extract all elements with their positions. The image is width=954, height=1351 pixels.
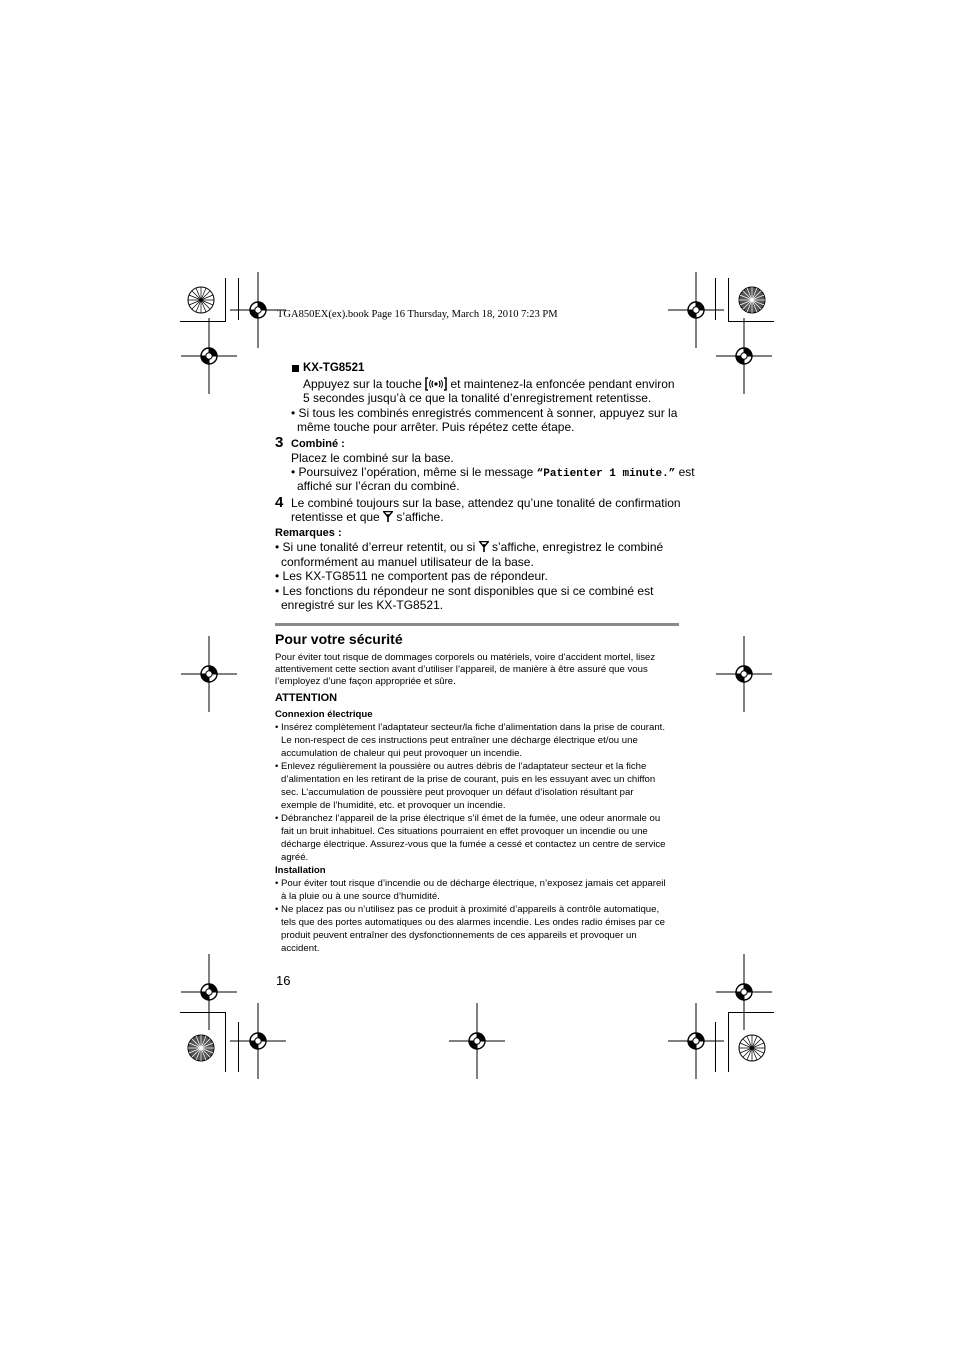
- step4-line2: retentisse et que s’affiche.: [291, 510, 444, 524]
- subsection-title-electric: Connexion électrique: [275, 709, 373, 720]
- step-number: 3: [275, 434, 284, 451]
- square-bullet-icon: [292, 365, 299, 372]
- list-line: accumulation de chaleur qui peut provoquer un incendie.: [281, 748, 523, 759]
- section-title: Pour votre sécurité: [275, 631, 403, 647]
- step3-bullet-line1: • Poursuivez l’opération, même si le message “Patienter 1 minute.” est: [291, 465, 695, 480]
- attention-heading: ATTENTION: [275, 692, 338, 704]
- kx-line1: Appuyez sur la touche et maintenez-la enfoncée pendant environ: [303, 377, 675, 395]
- list-line: décharge électrique. Assurez-vous que la fumée a cessé et contactez un centre de service: [281, 839, 666, 850]
- step-number: 4: [275, 494, 284, 511]
- step3-line1: Placez le combiné sur la base.: [291, 451, 454, 465]
- remark-line: • Si une tonalité d’erreur retentit, ou si s’affiche, enregistrez le combiné: [275, 540, 664, 554]
- list-line: fait un bruit inhabituel. Ces situations pourraient en effet provoquer un incendie ou une: [281, 826, 648, 837]
- subsection-title-installation: Installation: [275, 865, 326, 876]
- list-line: sec. L’accumulation de poussière peut provoquer un défaut d’isolation résultant par: [281, 787, 634, 798]
- remark-line: enregistré sur les KX-TG8521.: [281, 598, 444, 612]
- intro-line: Pour éviter tout risque de dommages corporels ou matériels, voire d’accident mortel, lisez: [275, 652, 656, 663]
- kx-bullet-line2: même touche pour arrêter. Puis répétez cette étape.: [297, 420, 575, 434]
- intro-line: l’employez d’une façon appropriée et sûre.: [275, 676, 456, 687]
- list-line: • Ne placez pas ou n’utilisez pas ce produit à proximité d’appareils à contrôle automatique,: [275, 904, 660, 915]
- remark-line: conformément au manuel utilisateur de la base.: [281, 555, 534, 569]
- book-header: TGA850EX(ex).book Page 16 Thursday, March 18, 2010 7:23 PM: [277, 309, 558, 320]
- list-line: produit peuvent entraîner des dysfonctionnements de ces appareils et provoquer un: [281, 930, 637, 941]
- display-message: “Patienter 1 minute.”: [536, 468, 676, 480]
- remark-line: • Les fonctions du répondeur ne sont disponibles que si ce combiné est: [275, 584, 654, 598]
- model-title: KX-TG8521: [303, 362, 365, 374]
- list-line: • Insérez complètement l’adaptateur secteur/la fiche d’alimentation dans la prise de courant.: [275, 722, 665, 733]
- list-line: exemple de l’humidité, etc. et provoquer un incendie.: [281, 800, 506, 811]
- step3-bullet-line2: affiché sur l’écran du combiné.: [297, 479, 460, 493]
- list-line: • Débranchez l’appareil de la prise électrique s’il émet de la fumée, une odeur anormale ou: [275, 813, 661, 824]
- list-line: • Enlevez régulièrement la poussière ou autres débris de l’adaptateur secteur et la fiche: [275, 761, 647, 772]
- kx-bullet-line1: • Si tous les combinés enregistrés commencent à sonner, appuyez sur la: [291, 406, 678, 420]
- antenna-icon: [479, 541, 489, 556]
- section-divider: [275, 623, 679, 626]
- step3-title: Combiné :: [291, 438, 345, 450]
- list-line: accident.: [281, 943, 320, 954]
- list-line: agréé.: [281, 852, 309, 863]
- list-line: d’alimentation en les retirant de la prise de courant, puis en les essuyant avec un chiffon: [281, 774, 656, 785]
- list-line: à la pluie ou à une source d’humidité.: [281, 891, 440, 902]
- antenna-icon: [383, 511, 393, 526]
- list-line: Le non-respect de ces instructions peut entraîner une décharge électrique et/ou une: [281, 735, 638, 746]
- kx-line2: 5 secondes jusqu’à ce que la tonalité d’enregistrement retentisse.: [303, 391, 652, 405]
- list-line: • Pour éviter tout risque d’incendie ou de décharge électrique, n’exposez jamais cet appareil: [275, 878, 666, 889]
- list-line: tels que des portes automatiques ou des alarmes incendie. Les ondes radio émises par ce: [281, 917, 665, 928]
- remark-line: • Les KX-TG8511 ne comportent pas de répondeur.: [275, 569, 548, 583]
- intro-line: attentivement cette section avant d’utiliser l’appareil, de manière à être assuré que vous: [275, 664, 648, 675]
- remarks-title: Remarques :: [275, 527, 342, 539]
- page-number: 16: [276, 973, 291, 988]
- step4-line1: Le combiné toujours sur la base, attendez qu’une tonalité de confirmation: [291, 496, 681, 510]
